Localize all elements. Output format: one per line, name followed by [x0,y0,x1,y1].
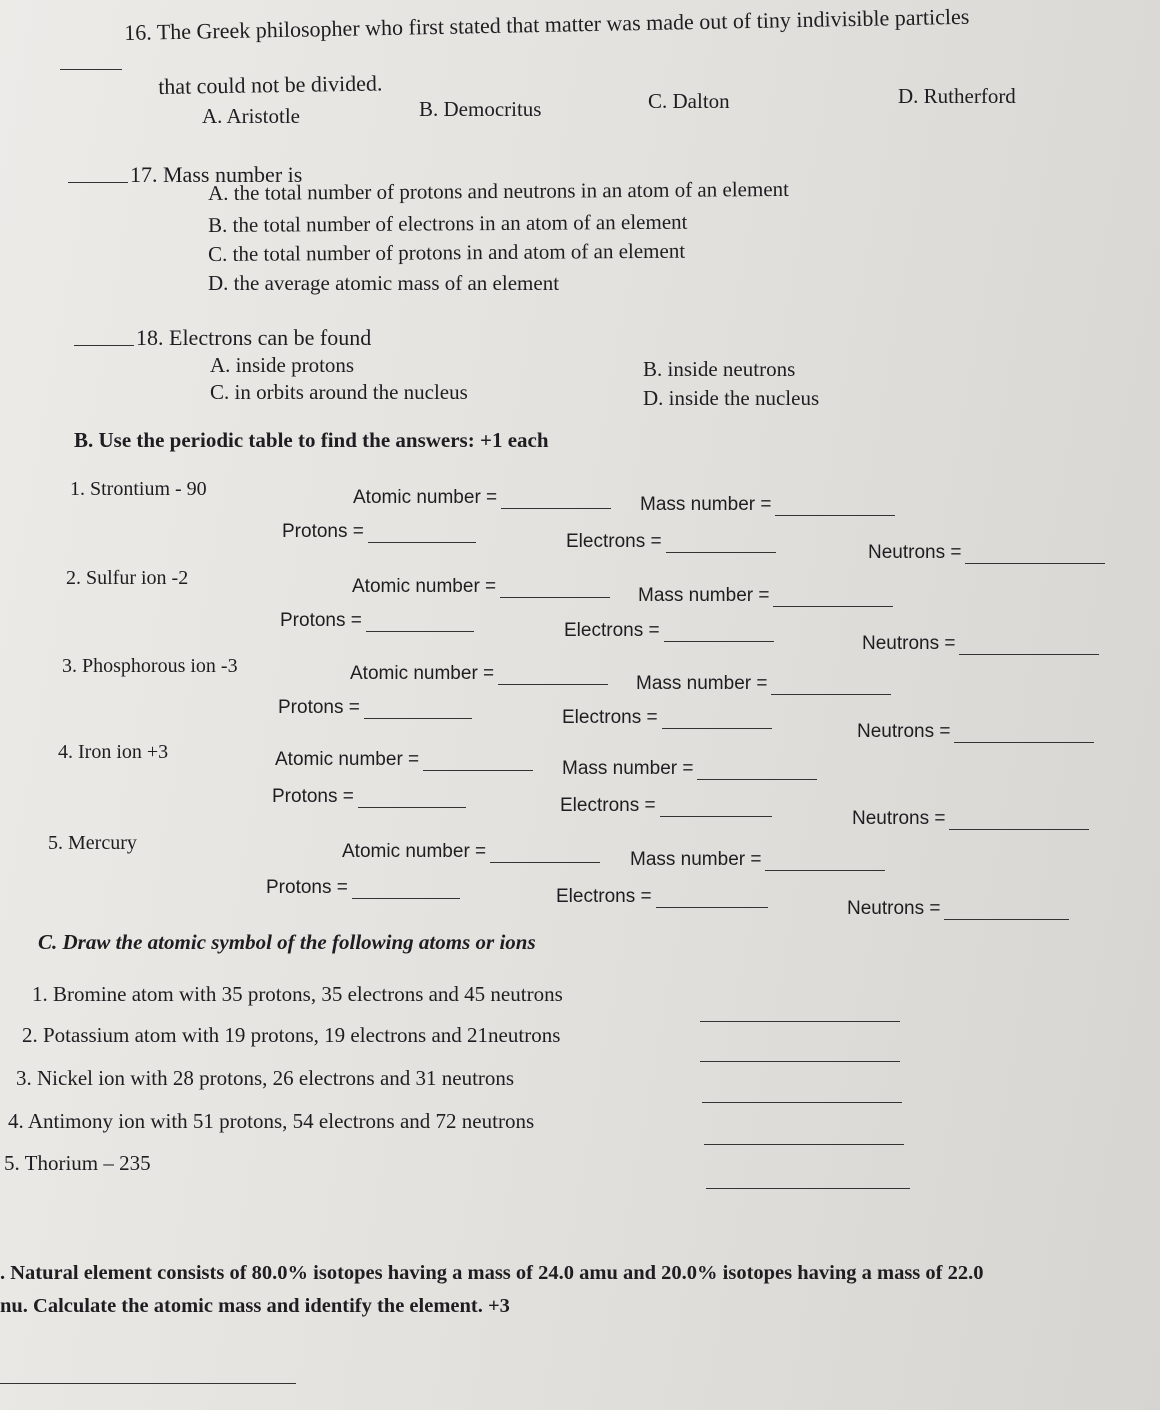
q16-stem-line2: that could not be divided. [158,70,383,99]
neutrons-label: Neutrons = [852,808,946,829]
b1-atomic-field [353,487,611,509]
b1-electrons-field [566,531,776,553]
b1-neutrons-field [868,542,1105,564]
b4-atomic-field [275,749,533,771]
q16-option-d[interactable]: D. Rutherford [898,84,1016,108]
q16-option-c[interactable]: C. Dalton [648,89,730,113]
c-item-4-blank[interactable] [704,1143,904,1145]
b2-atomic-blank[interactable] [500,596,610,598]
b4-atomic-blank[interactable] [423,769,533,771]
electrons-label: Electrons = [562,707,658,728]
q17-option-a[interactable]: A. the total number of protons and neutrons in an atom of an element [208,176,790,205]
b2-mass-blank[interactable] [773,605,893,607]
b4-neutrons-field [852,808,1089,830]
q16-option-b[interactable]: B. Democritus [419,97,542,121]
electrons-label: Electrons = [564,620,660,641]
mass-number-label: Mass number = [562,758,694,779]
b3-protons-field [278,697,472,719]
c-item-1-blank[interactable] [700,1020,900,1022]
b3-protons-blank[interactable] [364,717,472,719]
b1-protons-blank[interactable] [368,541,476,543]
c-item-3-blank[interactable] [702,1101,902,1103]
section-d-line1: . Natural element consists of 80.0% isotopes having a mass of 24.0 amu and 20.0% isotopes having a mass of 22.0 [0,1262,984,1284]
electrons-label: Electrons = [556,886,652,907]
protons-label: Protons = [266,877,348,898]
section-c-heading: C. Draw the atomic symbol of the following atoms or ions [38,930,536,954]
q16-stem-line1: 16. The Greek philosopher who first stated that matter was made out of tiny indivisible particles [124,3,970,45]
c-item-1: 1. Bromine atom with 35 protons, 35 electrons and 45 neutrons [32,982,563,1006]
c-item-2-blank[interactable] [700,1060,900,1062]
mass-number-label: Mass number = [640,494,772,515]
b5-electrons-blank[interactable] [656,906,768,908]
b2-neutrons-field [862,633,1099,655]
atomic-number-label: Atomic number = [342,841,487,862]
q17-option-d[interactable]: D. the average atomic mass of an element [208,271,560,295]
b4-electrons-blank[interactable] [660,815,772,817]
b3-neutrons-field [857,721,1094,743]
c-item-2: 2. Potassium atom with 19 protons, 19 electrons and 21neutrons [22,1023,561,1047]
b-item-4-label: 4. Iron ion +3 [58,741,169,763]
b1-mass-blank[interactable] [775,514,895,516]
b2-protons-blank[interactable] [366,630,474,632]
mass-number-label: Mass number = [630,849,762,870]
section-b-heading: B. Use the periodic table to find the answers: +1 each [74,428,549,452]
atomic-number-label: Atomic number = [275,749,420,770]
c-item-3: 3. Nickel ion with 28 protons, 26 electrons and 31 neutrons [16,1066,515,1090]
b4-protons-field [272,786,466,808]
b-item-1-label: 1. Strontium - 90 [70,478,207,500]
section-d-line2: nu. Calculate the atomic mass and identify the element. +3 [0,1295,510,1317]
b2-neutrons-blank[interactable] [959,653,1099,655]
b2-electrons-blank[interactable] [664,640,774,642]
b4-protons-blank[interactable] [358,806,466,808]
b5-atomic-blank[interactable] [490,861,600,863]
atomic-number-label: Atomic number = [350,663,495,684]
b1-electrons-blank[interactable] [666,551,776,553]
q18-option-b[interactable]: B. inside neutrons [643,357,796,381]
c-item-5-blank[interactable] [706,1187,910,1189]
b3-atomic-field [350,663,608,685]
b1-neutrons-blank[interactable] [965,562,1105,564]
b3-neutrons-blank[interactable] [954,741,1094,743]
neutrons-label: Neutrons = [862,633,956,654]
q18-option-a[interactable]: A. inside protons [210,353,355,377]
b3-electrons-field [562,707,772,729]
b-item-2-label: 2. Sulfur ion -2 [66,567,189,589]
mass-number-label: Mass number = [636,673,768,694]
neutrons-label: Neutrons = [857,721,951,742]
q18-option-c[interactable]: C. in orbits around the nucleus [210,380,468,404]
protons-label: Protons = [272,786,354,807]
b4-neutrons-blank[interactable] [949,828,1089,830]
b3-mass-field [636,673,891,695]
c-item-4: 4. Antimony ion with 51 protons, 54 electrons and 72 neutrons [8,1109,535,1133]
neutrons-label: Neutrons = [868,542,962,563]
q16-option-a[interactable]: A. Aristotle [202,104,300,128]
q18-option-d[interactable]: D. inside the nucleus [643,386,820,410]
b5-protons-field [266,877,460,899]
protons-label: Protons = [278,697,360,718]
electrons-label: Electrons = [560,795,656,816]
b-item-5-label: 5. Mercury [48,832,137,854]
protons-label: Protons = [282,521,364,542]
q17-answer-blank[interactable] [68,181,128,183]
c-item-5: 5. Thorium – 235 [4,1151,151,1175]
neutrons-label: Neutrons = [847,898,941,919]
b3-electrons-blank[interactable] [662,727,772,729]
q18-answer-blank[interactable] [74,344,134,346]
b1-mass-field [640,494,895,516]
q16-answer-blank[interactable] [60,68,122,70]
q17-option-c[interactable]: C. the total number of protons in and atom of an element [208,238,686,266]
b5-neutrons-blank[interactable] [944,918,1069,920]
b5-mass-blank[interactable] [765,869,885,871]
b5-protons-blank[interactable] [352,897,460,899]
mass-number-label: Mass number = [638,585,770,606]
b4-electrons-field [560,795,772,817]
b1-atomic-blank[interactable] [501,507,611,509]
q17-option-b[interactable]: B. the total number of electrons in an atom of an element [208,209,688,237]
atomic-number-label: Atomic number = [352,576,497,597]
b4-mass-blank[interactable] [697,778,817,780]
b5-neutrons-field [847,898,1069,920]
protons-label: Protons = [280,610,362,631]
electrons-label: Electrons = [566,531,662,552]
q17-stem: 17. Mass number is [130,162,303,187]
b1-protons-field [282,521,476,543]
b2-protons-field [280,610,474,632]
b5-mass-field [630,849,885,871]
b2-mass-field [638,585,893,607]
b2-electrons-field [564,620,774,642]
q18-stem: 18. Electrons can be found [136,325,372,350]
section-d-answer-blank[interactable] [0,1382,296,1384]
b5-electrons-field [556,886,768,908]
b-item-3-label: 3. Phosphorous ion -3 [62,655,238,677]
b4-mass-field [562,758,817,780]
atomic-number-label: Atomic number = [353,487,498,508]
b3-atomic-blank[interactable] [498,683,608,685]
b2-atomic-field [352,576,610,598]
b5-atomic-field [342,841,600,863]
b3-mass-blank[interactable] [771,693,891,695]
